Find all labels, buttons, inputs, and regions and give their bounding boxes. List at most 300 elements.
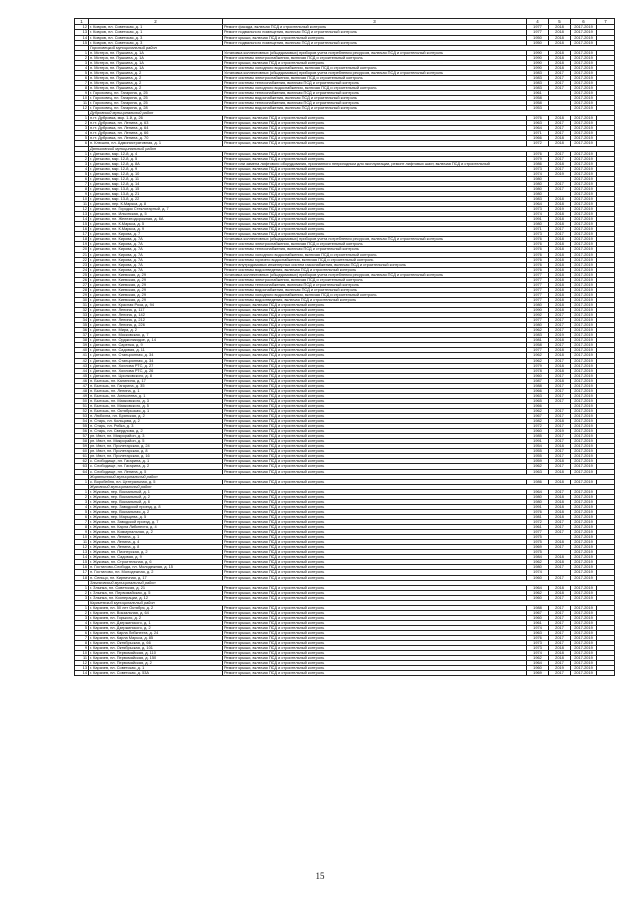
address-cell: г. Дятьково, пл. К.Маркса, д. 9 — [89, 227, 223, 232]
last-repair-year-cell: 2017 — [549, 414, 571, 419]
last-repair-year-cell: 2017 — [549, 318, 571, 323]
last-repair-year-cell: 2018 — [549, 237, 571, 242]
row-number-cell: 24 — [75, 267, 89, 272]
row-number-cell: 7 — [75, 520, 89, 525]
work-type-cell: Установка коллективных (общедомовых) приборов учета потребления ресурсов, включая ПСД и строительный контроль — [223, 50, 527, 55]
build-year-cell: 1983 — [527, 75, 549, 80]
build-year-cell: 1975 — [527, 550, 549, 555]
planned-period-cell: 2017-2019 — [571, 257, 597, 262]
row-number-cell: 1 — [75, 116, 89, 121]
planned-period-cell: 2017-2019 — [571, 151, 597, 156]
last-repair-year-cell: 2017 — [549, 661, 571, 666]
address-cell: г. Дятьково, мкр. 12-й, д. 8А — [89, 161, 223, 166]
planned-period-cell: 2017-2019 — [571, 494, 597, 499]
last-repair-year-cell: 2019 — [549, 333, 571, 338]
header-cell: 6 — [571, 19, 597, 25]
planned-period-cell: 2017-2019 — [571, 292, 597, 297]
row-number-cell: 1 — [75, 605, 89, 610]
work-type-cell: Ремонт крыши, включая ПСД и строительный контроль — [223, 393, 527, 398]
address-cell: рп. Ивот, пл. Пролетарская, д. 24 — [89, 444, 223, 449]
work-type-cell: Ремонт крыши, включая ПСД и строительный контроль — [223, 408, 527, 413]
row-number-cell: 13 — [75, 212, 89, 217]
planned-period-cell: 2017-2019 — [571, 166, 597, 171]
last-repair-year-cell: 2018 — [549, 197, 571, 202]
last-repair-year-cell: 2017 — [549, 151, 571, 156]
row-number-cell: 7 — [75, 80, 89, 85]
planned-period-cell: 2017-2019 — [571, 106, 597, 111]
work-type-cell: Ремонт системы электроснабжения, включая ПСД и строительный контроль — [223, 277, 527, 282]
last-repair-year-cell: 2017 — [549, 520, 571, 525]
row-number-cell: 21 — [75, 252, 89, 257]
address-cell: г. Дятьково, пл. Станционная, д. 34 — [89, 353, 223, 358]
planned-period-cell: 2017-2019 — [571, 287, 597, 292]
work-type-cell: Ремонт крыши, включая ПСД и строительный контроль — [223, 525, 527, 530]
build-year-cell: 1962 — [527, 328, 549, 333]
address-cell: п. Бытошь, пл. Гагарина, д. 35 — [89, 383, 223, 388]
build-year-cell: 1973 — [527, 641, 549, 646]
work-type-cell: Установка коллективных (общедомовых) приборов учета потребления ресурсов, включая ПСД и строительный контроль — [223, 272, 527, 277]
planned-period-cell: 2017-2019 — [571, 414, 597, 419]
last-repair-year-cell: 2017 — [549, 373, 571, 378]
row-number-cell: 2 — [75, 156, 89, 161]
address-cell: г. Карачев, пл. Первомайская, д. 150 — [89, 656, 223, 661]
work-type-cell: Ремонт крыши, включая ПСД и строительный контроль — [223, 343, 527, 348]
row-number-cell: 57 — [75, 434, 89, 439]
address-cell: рп. Ивот, пл. Пролетарская, д. 16 — [89, 454, 223, 459]
address-cell: г. Дятьково, пл. Кирова, д. 7А — [89, 247, 223, 252]
address-cell: г. Карачев, пл. Дзержинского, д. 1 — [89, 620, 223, 625]
planned-period-cell: 2017-2019 — [571, 661, 597, 666]
row-number-cell: 17 — [75, 570, 89, 575]
row-number-cell: 13 — [75, 550, 89, 555]
last-repair-year-cell: 2017 — [549, 530, 571, 535]
build-year-cell: 1980 — [527, 302, 549, 307]
build-year-cell: 1975 — [527, 540, 549, 545]
work-type-cell: Ремонт крыши, включая ПСД и строительный контроль — [223, 186, 527, 191]
address-cell: г. Дятьково, пл. Ленина, д. 212 — [89, 318, 223, 323]
work-type-cell: Ремонт крыши, включая ПСД и строительный контроль — [223, 540, 527, 545]
build-year-cell: 1973 — [527, 207, 549, 212]
planned-period-cell: 2017-2019 — [571, 272, 597, 277]
table-row — [75, 671, 615, 676]
planned-period-cell: 2017-2019 — [571, 277, 597, 282]
row-number-cell: 9 — [75, 530, 89, 535]
address-cell: г. Дятьково, пл. Кирова, д. 7А — [89, 262, 223, 267]
address-cell: г. Дятьково, пл. Циолковского, д. 8 — [89, 373, 223, 378]
address-cell: п. Старь, пл. Кольцова, д. 2 — [89, 419, 223, 424]
build-year-cell: 1976 — [527, 237, 549, 242]
planned-period-cell: 2017-2019 — [571, 631, 597, 636]
work-type-cell: Ремонт подвального помещения, включая ПСД и строительный контроль — [223, 30, 527, 35]
work-type-cell: Ремонт крыши, включая ПСД и строительный контроль — [223, 414, 527, 419]
build-year-cell: 1979 — [527, 363, 549, 368]
address-cell: г. Дятьково, пл. Ильинская, д. 5 — [89, 212, 223, 217]
last-repair-year-cell: 2017 — [549, 227, 571, 232]
work-type-cell: Ремонт крыши, включая ПСД и строительный контроль — [223, 217, 527, 222]
work-type-cell: Ремонт крыши, включая ПСД и строительный контроль — [223, 121, 527, 126]
last-repair-year-cell: 2019 — [549, 171, 571, 176]
build-year-cell: 1962 — [527, 353, 549, 358]
work-type-cell: Ремонт крыши, включая ПСД и строительный контроль — [223, 631, 527, 636]
planned-period-cell: 2017-2019 — [571, 378, 597, 383]
planned-period-cell: 2017-2019 — [571, 217, 597, 222]
work-type-cell: Ремонт крыши, включая ПСД и строительный контроль — [223, 646, 527, 651]
build-year-cell: 1986 — [527, 161, 549, 166]
planned-period-cell: 2017-2019 — [571, 489, 597, 494]
planned-period-cell: 2017-2019 — [571, 595, 597, 600]
work-type-cell: Ремонт крыши, включая ПСД и строительный контроль — [223, 610, 527, 615]
planned-period-cell: 2017-2019 — [571, 509, 597, 514]
last-repair-year-cell: 2017 — [549, 424, 571, 429]
last-repair-year-cell: 2018 — [549, 202, 571, 207]
row-number-cell: 8 — [75, 186, 89, 191]
address-cell: г. Дятьково, мкр. 12-й, д. 9 — [89, 166, 223, 171]
build-year-cell: 1974 — [527, 651, 549, 656]
planned-period-cell: 2017-2019 — [571, 75, 597, 80]
address-cell: г. Дятьково, пл. Кирова, д. 7А — [89, 257, 223, 262]
build-year-cell: 1991 — [527, 439, 549, 444]
work-type-cell: Ремонт крыши, включая ПСД и строительный контроль — [223, 530, 527, 535]
work-type-cell: Ремонт крыши, включая ПСД и строительный контроль — [223, 151, 527, 156]
address-cell: г. Гороховец, пл. Гагарина, д. 25 — [89, 96, 223, 101]
address-cell: г. Карачев, пл. 50 лет Октября, д. 2 — [89, 605, 223, 610]
address-cell: г. Жуковка, пер. Марьцева, д. 5 — [89, 514, 223, 519]
work-type-cell: Ремонт крыши, включая ПСД и строительный контроль — [223, 353, 527, 358]
planned-period-cell: 2017-2019 — [571, 449, 597, 454]
last-repair-year-cell: 2017 — [549, 156, 571, 161]
build-year-cell: 1990 — [527, 60, 549, 65]
last-repair-year-cell: 2017 — [549, 408, 571, 413]
work-type-cell: Ремонт крыши, включая ПСД и строительный контроль — [223, 605, 527, 610]
last-repair-year-cell: 2017 — [549, 575, 571, 580]
row-number-cell: 30 — [75, 297, 89, 302]
planned-period-cell: 2017-2019 — [571, 419, 597, 424]
work-type-cell: Ремонт крыши, включая ПСД и строительный контроль — [223, 348, 527, 353]
last-repair-year-cell: 2017 — [549, 383, 571, 388]
work-type-cell: Ремонт крыши, включая ПСД и строительный контроль — [223, 535, 527, 540]
last-repair-year-cell: 2018 — [549, 116, 571, 121]
work-type-cell: Ремонт крыши, включая ПСД и строительный контроль — [223, 625, 527, 630]
row-number-cell: 12 — [75, 25, 89, 30]
district-name-cell: Жирятинский муниципальный район — [89, 474, 615, 479]
row-number-cell: 15 — [75, 560, 89, 565]
build-year-cell: 1983 — [527, 85, 549, 90]
build-year-cell: 1988 — [527, 605, 549, 610]
build-year-cell: 1977 — [527, 318, 549, 323]
address-cell: г. Дятьково, пл. Орджоникидзе, д. 14 — [89, 338, 223, 343]
build-year-cell: 1976 — [527, 636, 549, 641]
build-year-cell: 1962 — [527, 464, 549, 469]
work-type-cell: Ремонт крыши, включая ПСД и строительный контроль — [223, 449, 527, 454]
work-type-cell: Ремонт системы теплоснабжения, включая ПСД и строительный контроль — [223, 101, 527, 106]
last-repair-year-cell: 2018 — [549, 30, 571, 35]
address-cell: г. Жуковка, пер. Вокзальный, д. 6 — [89, 499, 223, 504]
row-number-cell: 2 — [75, 610, 89, 615]
row-number-cell: 23 — [75, 262, 89, 267]
row-number-cell: 4 — [75, 166, 89, 171]
build-year-cell: 1977 — [527, 282, 549, 287]
planned-period-cell: 2017-2019 — [571, 504, 597, 509]
last-repair-year-cell: 2017 — [549, 641, 571, 646]
planned-period-cell: 2017-2019 — [571, 136, 597, 141]
build-year-cell: 1963 — [527, 469, 549, 474]
address-cell: п. Бытошь, пл. Октябрьская, д. 1 — [89, 408, 223, 413]
planned-period-cell: 2017-2019 — [571, 525, 597, 530]
last-repair-year-cell: 2017 — [549, 131, 571, 136]
work-type-cell: Ремонт фасада, включая ПСД и строительный контроль — [223, 25, 527, 30]
planned-period-cell: 2017-2019 — [571, 565, 597, 570]
row-number-cell: 2 — [75, 121, 89, 126]
last-repair-year-cell: 2018 — [549, 540, 571, 545]
address-cell: г. Ковров, пл. Советская, д. 3 — [89, 35, 223, 40]
address-cell: п. Любохна, пл. Брянская, д. 2 — [89, 414, 223, 419]
work-type-cell: Ремонт крыши, включая ПСД и строительный контроль — [223, 166, 527, 171]
address-cell: г. Карачев, пл. Октябрьская, д. 101 — [89, 646, 223, 651]
work-type-cell: Ремонт крыши, включая ПСД и строительный контроль — [223, 656, 527, 661]
planned-period-cell: 2017-2019 — [571, 252, 597, 257]
address-cell: г. Дятьково, пл. Кирова, д. 7А — [89, 252, 223, 257]
build-year-cell: 1962 — [527, 656, 549, 661]
build-year-cell: 1980 — [527, 323, 549, 328]
planned-period-cell: 2017-2019 — [571, 207, 597, 212]
planned-period-cell: 2017-2019 — [571, 530, 597, 535]
row-number-cell: 1 — [75, 151, 89, 156]
work-type-cell: Ремонт крыши, включая ПСД и строительный контроль — [223, 504, 527, 509]
last-repair-year-cell: 2018 — [549, 368, 571, 373]
build-year-cell: 1977 — [527, 30, 549, 35]
address-cell: г. Дятьково, пл. Кирова, д. 7А — [89, 267, 223, 272]
row-number-cell: 10 — [75, 197, 89, 202]
last-repair-year-cell: 2017 — [549, 605, 571, 610]
row-number-cell: 12 — [75, 545, 89, 550]
last-repair-year-cell: 2018 — [549, 479, 571, 484]
row-number-cell: 10 — [75, 96, 89, 101]
address-cell: г. Дятьково, пл. Кирова, д. 7А — [89, 242, 223, 247]
build-year-cell: 1979 — [527, 156, 549, 161]
address-cell: г. Жуковка, пл. Карла Либкнехта, д. 4 — [89, 525, 223, 530]
address-cell: п. Мстера, пл. Пушкина, д. 2 — [89, 85, 223, 90]
last-repair-year-cell: 2018 — [549, 555, 571, 560]
work-type-cell: Ремонт крыши, включая ПСД и строительный контроль — [223, 207, 527, 212]
district-name-cell: Дятьковский муниципальный район — [89, 146, 615, 151]
district-name-cell: Дубровский муниципальный район — [89, 111, 615, 116]
row-number-cell: 12 — [75, 207, 89, 212]
work-type-cell: Ремонт системы холодного водоснабжения, включая ПСД и строительный контроль — [223, 292, 527, 297]
address-cell: п. Старь, пл. Свердлова, д. 2 — [89, 429, 223, 434]
planned-period-cell: 2017-2019 — [571, 297, 597, 302]
build-year-cell: 1962 — [527, 560, 549, 565]
planned-period-cell: 2017-2019 — [571, 70, 597, 75]
work-type-cell: Ремонт крыши, включая ПСД и строительный контроль — [223, 590, 527, 595]
address-cell: г. Жуковка, пл. Строительная, д. 6 — [89, 560, 223, 565]
work-type-cell: Ремонт крыши, включая ПСД и строительный контроль — [223, 358, 527, 363]
last-repair-year-cell: 2017 — [549, 439, 571, 444]
planned-period-cell: 2017-2019 — [571, 116, 597, 121]
row-number-cell: 6 — [75, 75, 89, 80]
last-repair-year-cell: 2017 — [549, 454, 571, 459]
work-type-cell: Ремонт крыши, включая ПСД и строительный контроль — [223, 176, 527, 181]
planned-period-cell: 2017-2019 — [571, 636, 597, 641]
last-repair-year-cell: 2018 — [549, 55, 571, 60]
address-cell: г. Жуковка, пл. Коммунальная, д. 2 — [89, 530, 223, 535]
build-year-cell: 1974 — [527, 212, 549, 217]
work-type-cell: Ремонт крыши, включая ПСД и строительный контроль — [223, 499, 527, 504]
build-year-cell: 1961 — [527, 525, 549, 530]
row-number-cell: 14 — [75, 35, 89, 40]
build-year-cell: 1978 — [527, 368, 549, 373]
row-number-cell: 3 — [75, 595, 89, 600]
row-number-cell: 44 — [75, 368, 89, 373]
address-cell: г. Карачев, пл. Карла Маркса, д. 85 — [89, 636, 223, 641]
last-repair-year-cell: 2017 — [549, 615, 571, 620]
build-year-cell: 1961 — [527, 620, 549, 625]
row-number-cell: 26 — [75, 277, 89, 282]
planned-period-cell: 2017-2019 — [571, 227, 597, 232]
planned-period-cell: 2017-2019 — [571, 368, 597, 373]
work-type-cell: Ремонт крыши, включая ПСД и строительный контроль — [223, 368, 527, 373]
row-number-cell: 10 — [75, 651, 89, 656]
planned-period-cell: 2017-2019 — [571, 333, 597, 338]
last-repair-year-cell: 2018 — [549, 40, 571, 45]
last-repair-year-cell: 2018 — [549, 646, 571, 651]
planned-period-cell: 2017-2019 — [571, 348, 597, 353]
build-year-cell: 1982 — [527, 419, 549, 424]
build-year-cell: 1976 — [527, 151, 549, 156]
address-cell: г. Дятьково, пл. Кирова, д. 7А — [89, 237, 223, 242]
last-repair-year-cell: 2017 — [549, 85, 571, 90]
row-number-cell: 13 — [75, 30, 89, 35]
planned-period-cell: 2017-2019 — [571, 30, 597, 35]
work-type-cell: Ремонт крыши, включая ПСД и строительный контроль — [223, 181, 527, 186]
last-repair-year-cell: 2018 — [549, 338, 571, 343]
work-type-cell: Ремонт крыши, включая ПСД и строительный контроль — [223, 333, 527, 338]
last-repair-year-cell: 2018 — [549, 308, 571, 313]
address-cell: г. Дятьково, пл. Станционная, д. 34 — [89, 358, 223, 363]
last-repair-year-cell: 2018 — [549, 585, 571, 590]
header-cell: 1 — [75, 19, 89, 25]
planned-period-cell: 2017-2019 — [571, 671, 597, 676]
planned-period-cell: 2017-2019 — [571, 156, 597, 161]
planned-period-cell: 2017-2019 — [571, 560, 597, 565]
build-year-cell: 1953 — [527, 106, 549, 111]
build-year-cell: 1963 — [527, 393, 549, 398]
planned-period-cell: 2017-2019 — [571, 318, 597, 323]
last-repair-year-cell: 2018 — [549, 459, 571, 464]
address-cell: г. Карачев, пл. Советская, д. 1 — [89, 666, 223, 671]
work-type-cell: Ремонт системы электроснабжения, включая ПСД и строительный контроль — [223, 242, 527, 247]
build-year-cell: 1960 — [527, 575, 549, 580]
last-repair-year-cell: 2018 — [549, 656, 571, 661]
build-year-cell: 1969 — [527, 671, 549, 676]
build-year-cell: 1971 — [527, 131, 549, 136]
build-year-cell: 1972 — [527, 424, 549, 429]
work-type-cell: Ремонт системы теплоснабжения, включая ПСД и строительный контроль — [223, 80, 527, 85]
row-number-cell: 18 — [75, 237, 89, 242]
build-year-cell: 1964 — [527, 489, 549, 494]
last-repair-year-cell: 2017 — [549, 449, 571, 454]
build-year-cell: 1992 — [527, 313, 549, 318]
planned-period-cell: 2017-2019 — [571, 540, 597, 545]
build-year-cell: 1960 — [527, 373, 549, 378]
address-cell: п. Мстера, пл. Пушкина, д. 1А — [89, 50, 223, 55]
planned-period-cell: 2017-2019 — [571, 383, 597, 388]
planned-period-cell: 2017-2019 — [571, 65, 597, 70]
last-repair-year-cell: 2017 — [549, 595, 571, 600]
planned-period-cell: 2017-2019 — [571, 232, 597, 237]
last-repair-year-cell: 2018 — [549, 272, 571, 277]
build-year-cell: 1990 — [527, 65, 549, 70]
planned-period-cell: 2017-2019 — [571, 610, 597, 615]
last-repair-year-cell: 2017 — [549, 358, 571, 363]
build-year-cell: 1973 — [527, 232, 549, 237]
planned-period-cell: 2017-2019 — [571, 464, 597, 469]
build-year-cell: 1974 — [527, 625, 549, 630]
work-type-cell: Ремонт крыши, включая ПСД и строительный контроль — [223, 378, 527, 383]
address-cell: г. Дятьково, пл. Городок Стеклотарный, д. 7 — [89, 207, 223, 212]
row-number-cell: 40 — [75, 348, 89, 353]
build-year-cell: 1958 — [527, 96, 549, 101]
address-cell: г. Злынка, пл. Советская, д. 21 — [89, 585, 223, 590]
build-year-cell: 1980 — [527, 499, 549, 504]
address-cell: п. Мстера, пл. Пушкина, д. 2 — [89, 75, 223, 80]
build-year-cell: 1972 — [527, 141, 549, 146]
row-number-cell: 5 — [75, 171, 89, 176]
planned-period-cell: 2017-2019 — [571, 499, 597, 504]
last-repair-year-cell: 2018 — [549, 499, 571, 504]
last-repair-year-cell: 2019 — [549, 666, 571, 671]
build-year-cell: 1976 — [527, 252, 549, 257]
row-number-cell: 18 — [75, 575, 89, 580]
work-type-cell: Ремонт крыши, включая ПСД и строительный контроль — [223, 202, 527, 207]
planned-period-cell: 2017-2019 — [571, 605, 597, 610]
address-cell: г. Ковров, пл. Советская, д. 1 — [89, 30, 223, 35]
build-year-cell: 1984 — [527, 555, 549, 560]
row-number-cell: 4 — [75, 65, 89, 70]
row-number-cell: 11 — [75, 202, 89, 207]
last-repair-year-cell: 2018 — [549, 292, 571, 297]
work-type-cell: Ремонт крыши, включая ПСД и строительный контроль — [223, 520, 527, 525]
row-number-cell: 3 — [75, 161, 89, 166]
repair-plan-table — [74, 18, 615, 676]
build-year-cell: 1966 — [527, 136, 549, 141]
work-type-cell: Ремонт крыши, включая ПСД и строительный контроль — [223, 666, 527, 671]
last-repair-year-cell: 2017 — [549, 565, 571, 570]
address-cell: г. Дятьково, пл. Кирова, д. 7 — [89, 232, 223, 237]
work-type-cell: Ремонт крыши, включая ПСД и строительный контроль — [223, 383, 527, 388]
address-cell: п. Мстера, пл. Пушкина, д. 1А — [89, 55, 223, 60]
row-number-cell: 4 — [75, 131, 89, 136]
build-year-cell: 1960 — [527, 666, 549, 671]
planned-period-cell: 2017-2019 — [571, 398, 597, 403]
address-cell: г. Дятьково, пл. Мира, д. 2 — [89, 328, 223, 333]
work-type-cell: Ремонт крыши, включая ПСД и строительный контроль — [223, 222, 527, 227]
row-number-cell: 10 — [75, 535, 89, 540]
row-number-cell: 11 — [75, 101, 89, 106]
planned-period-cell: 2017-2019 — [571, 570, 597, 575]
build-year-cell: 1960 — [527, 615, 549, 620]
planned-period-cell: 2017-2019 — [571, 545, 597, 550]
row-number-cell: 25 — [75, 272, 89, 277]
work-type-cell: Ремонт крыши, включая ПСД и строительный контроль — [223, 232, 527, 237]
row-number-cell: 60 — [75, 449, 89, 454]
planned-period-cell: 2017-2019 — [571, 353, 597, 358]
work-type-cell: Ремонт крыши, включая ПСД и строительный контроль — [223, 318, 527, 323]
work-type-cell: Ремонт крыши, включая ПСД и строительный контроль — [223, 550, 527, 555]
last-repair-year-cell: 2018 — [549, 560, 571, 565]
build-year-cell: 1980 — [527, 176, 549, 181]
work-type-cell: Ремонт подвального помещения, включая ПСД и строительный контроль — [223, 40, 527, 45]
address-cell: г. Дятьково, пл. Ленина, д. 226 — [89, 323, 223, 328]
